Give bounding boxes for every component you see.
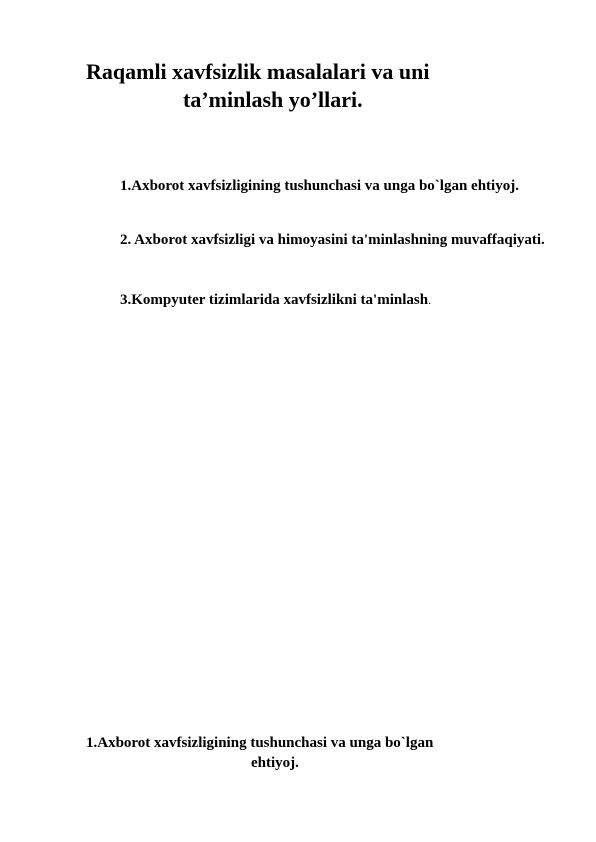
toc-item-3 [120, 290, 550, 310]
document-title [86, 58, 526, 114]
toc-item-1-text: 1.Axborot xavfsizligining tushunchasi va unga bo`lgan ehtiyoj. [120, 178, 519, 194]
toc-item-3-text: 3.Kompyuter tizimlarida xavfsizlikni ta'minlash [120, 292, 429, 308]
toc-item-2-text: 2. Axborot xavfsizligi va himoyasini ta'minlashning muvaffaqiyati. [120, 232, 545, 248]
toc-item-1 [120, 176, 550, 196]
toc-item-3-trailing-period: . [428, 293, 432, 307]
toc-item-2 [120, 230, 550, 250]
section-heading-1-line-1: 1.Axborot xavfsizligining tushunchasi va unga bo`lgan [86, 735, 434, 751]
section-heading-1-line-2: ehtiyoj. [251, 755, 299, 771]
document-title-line-2: ta’minlash yo’llari. [183, 87, 363, 112]
document-title-line-1: Raqamli xavfsizlik masalalari va uni [86, 59, 430, 84]
section-heading-1 [86, 733, 526, 773]
